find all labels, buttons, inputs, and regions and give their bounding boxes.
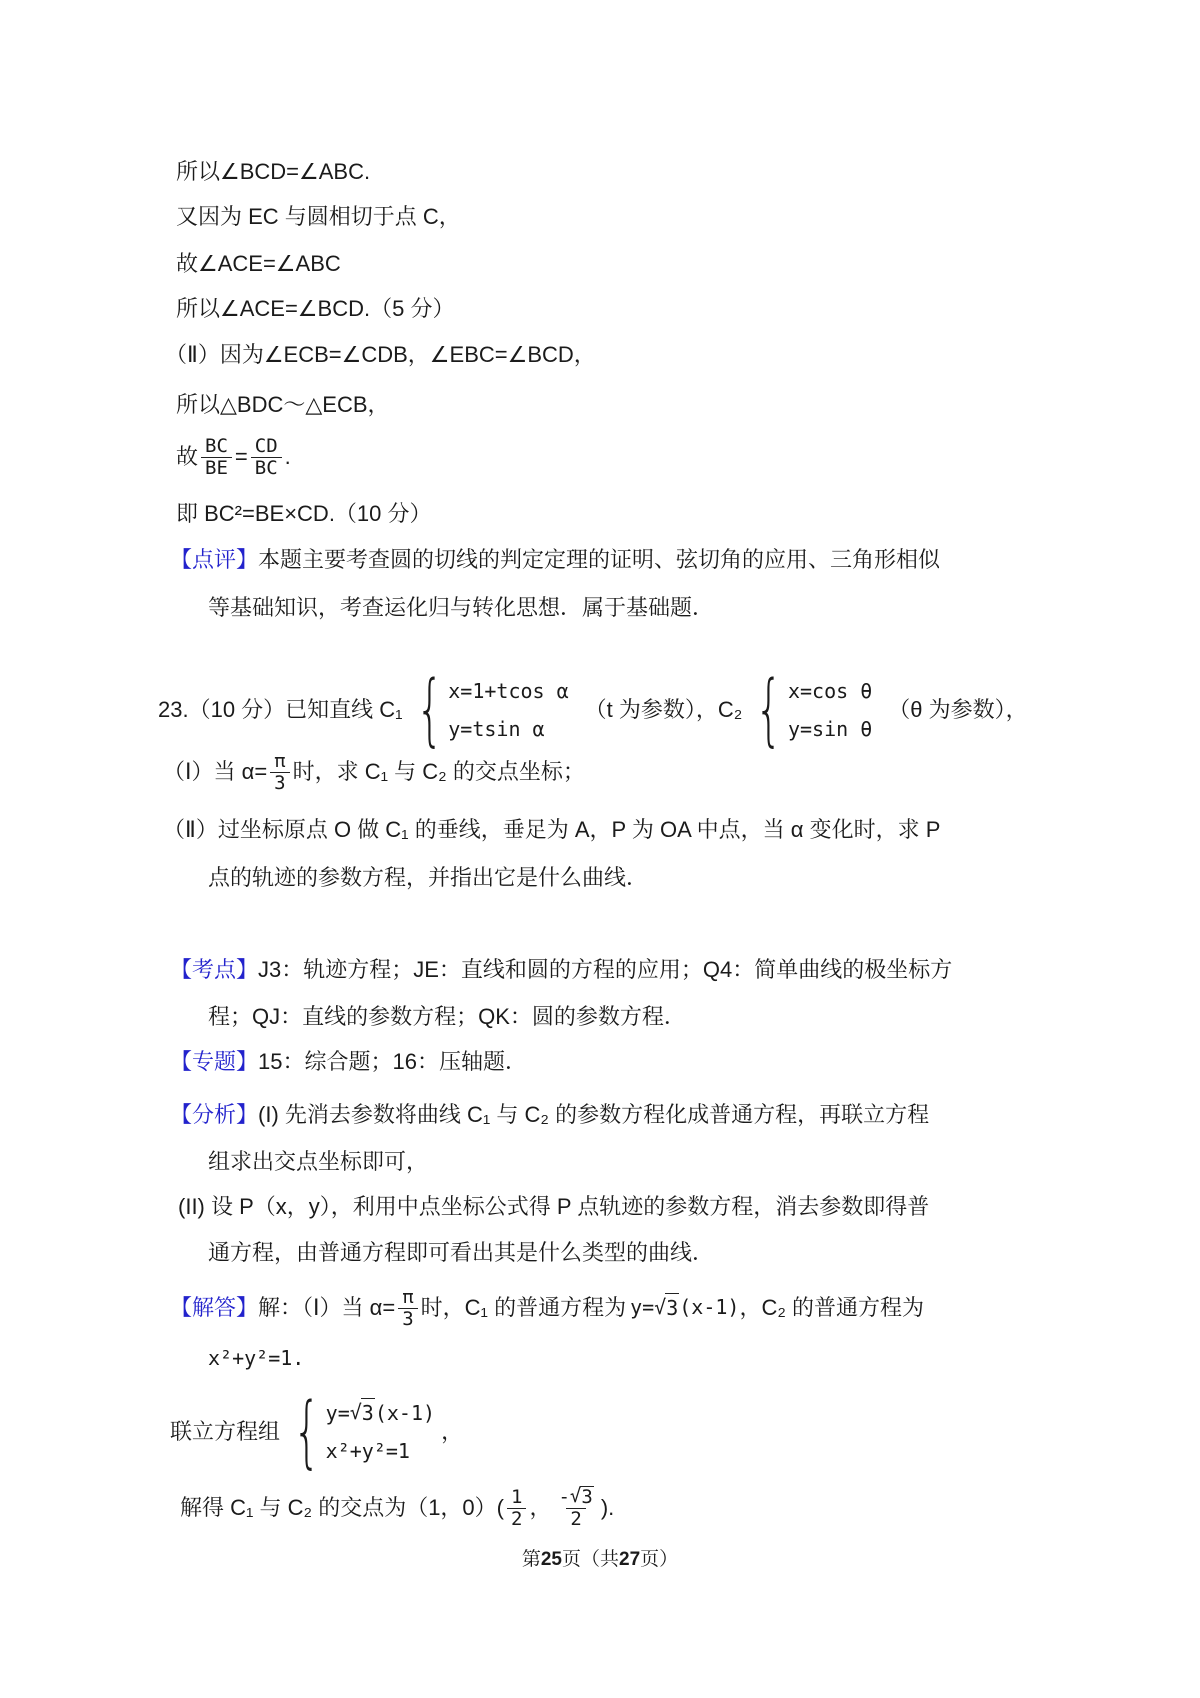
fraction-numerator: π <box>274 749 286 772</box>
radicand: 3 <box>361 1398 375 1428</box>
footer-total-pages: 27 <box>619 1549 641 1570</box>
question-2-line-1: （Ⅱ）过坐标原点 O 做 C₁ 的垂线，垂足为 A，P 为 OA 中点，当 α 变化时，求 P <box>163 817 941 842</box>
page-footer <box>0 1546 1200 1574</box>
proof-ratio-suffix: . <box>284 444 291 470</box>
result-post: ). <box>600 1495 615 1521</box>
fraction-1-2 <box>507 1487 526 1529</box>
kaodian-label: 【考点】 <box>170 957 259 982</box>
c2-parametric-system <box>744 664 873 755</box>
comment-text: 本题主要考查圆的切线的判定定理的证明、弦切角的应用、三角形相似 <box>258 547 941 572</box>
proof-line-6: 所以△BDC～△ECB， <box>176 392 390 417</box>
fraction-numerator <box>554 1486 597 1508</box>
question-1 <box>163 742 585 802</box>
zhuanti-line <box>170 1046 527 1078</box>
jieda-label: 【解答】 <box>170 1295 259 1321</box>
comment-line-2: 等基础知识，考查运化归与转化思想．属于基础题． <box>208 595 715 620</box>
c1-equation-x: x=1+tcos α <box>448 678 569 703</box>
problem-intro: 23.（10 分）已知直线 C₁ <box>158 697 403 723</box>
left-brace: { <box>293 1386 321 1477</box>
fenxi-line-3: (II) 设 P（x，y），利用中点坐标公式得 P 点轨迹的参数方程，消去参数即得普 <box>178 1194 930 1219</box>
question-1-pre: （Ⅰ）当 α= <box>163 759 268 785</box>
footer-page-number: 25 <box>540 1549 562 1570</box>
c2-equation-y: y=sin θ <box>787 716 873 741</box>
c2-equation-x: x=cos θ <box>787 678 873 703</box>
sqrt-3 <box>350 1398 375 1428</box>
proof-line-5: （Ⅱ）因为∠ECB=∠CDB，∠EBC=∠BCD， <box>165 342 596 367</box>
c1-parameter-note: （t 为参数），C₂ <box>584 697 743 723</box>
problem-23-statement <box>158 664 1028 755</box>
fraction-denominator: BC <box>251 457 282 479</box>
question-2-line-2: 点的轨迹的参数方程，并指出它是什么曲线． <box>208 865 649 890</box>
proof-line-4: 所以∠ACE=∠BCD.（5 分） <box>176 296 455 321</box>
sqrt-3 <box>654 1293 679 1323</box>
jieda-pre: 解：（Ⅰ）当 α= <box>258 1295 396 1321</box>
comment-label: 【点评】 <box>170 547 259 572</box>
zhuanti-text: 15：综合题；16：压轴题． <box>258 1049 527 1074</box>
sqrt-3 <box>570 1486 594 1508</box>
fenxi-line-4: 通方程，由普通方程即可看出其是什么类型的曲线． <box>208 1240 715 1265</box>
result-comma: ， <box>529 1495 552 1521</box>
footer-pre: 第 <box>521 1549 541 1570</box>
left-brace: { <box>755 664 783 755</box>
fraction-denominator: 2 <box>507 1508 526 1530</box>
footer-mid: 页（共 <box>561 1549 619 1570</box>
fraction-neg-sqrt3-2 <box>554 1486 597 1529</box>
equation-lhs: y= <box>325 1400 350 1425</box>
radical-sign: √ <box>569 1485 582 1508</box>
result-pre: 解得 C₁ 与 C₂ 的交点为（1，0）( <box>180 1495 504 1521</box>
kaodian-text: J3：轨迹方程；JE：直线和圆的方程的应用；Q4：简单曲线的极坐标方 <box>258 957 953 982</box>
system-of-equations-line <box>170 1386 464 1477</box>
proof-ratio-line <box>176 429 291 485</box>
c2-parameter-note: （θ 为参数）， <box>888 697 1028 723</box>
intersection-result-line <box>180 1480 614 1536</box>
proof-line-2: 又因为 EC 与圆相切于点 C， <box>176 204 461 229</box>
fenxi-line-1 <box>170 1099 929 1131</box>
equation-lhs: y= <box>630 1295 655 1319</box>
fraction-denominator: 2 <box>566 1508 585 1530</box>
fraction-denominator: 3 <box>270 772 289 794</box>
fraction-denominator: BE <box>201 457 232 479</box>
c2-general-equation: x²+y²=1. <box>208 1346 305 1370</box>
equals-sign: = <box>234 444 248 470</box>
question-1-post: 时，求 C₁ 与 C₂ 的交点坐标； <box>292 759 585 785</box>
fraction-denominator: 3 <box>398 1308 417 1330</box>
fraction-pi-3 <box>398 1287 417 1329</box>
zhuanti-label: 【专题】 <box>170 1049 259 1074</box>
comment-line-1 <box>170 544 940 576</box>
equation-system <box>282 1386 436 1477</box>
kaodian-line-1 <box>170 954 952 986</box>
c1-general-equation <box>630 1293 739 1323</box>
jieda-mid: 时，C₁ 的普通方程为 <box>420 1295 627 1321</box>
radicand: 3 <box>665 1293 679 1323</box>
fraction-numerator: 1 <box>511 1485 523 1508</box>
kaodian-line-2: 程；QJ：直线的参数方程；QK：圆的参数方程． <box>208 1004 686 1029</box>
jieda-post: ，C₂ 的普通方程为 <box>739 1295 925 1321</box>
equation-rhs: (x-1) <box>374 1400 436 1425</box>
proof-ratio-prefix: 故 <box>176 444 199 470</box>
system-post: ， <box>441 1419 464 1445</box>
fraction-cd-bc <box>251 436 282 478</box>
fraction-numerator: π <box>402 1285 414 1308</box>
fraction-numerator: CD <box>254 434 278 457</box>
fenxi-line-2: 组求出交点坐标即可， <box>208 1149 429 1174</box>
proof-line-8: 即 BC²=BE×CD.（10 分） <box>176 501 432 526</box>
minus-sign: - <box>558 1486 570 1509</box>
fraction-bc-be <box>201 436 232 478</box>
fenxi-label: 【分析】 <box>170 1102 259 1127</box>
left-brace: { <box>415 664 444 755</box>
system-equation-2: x²+y²=1 <box>325 1439 410 1463</box>
jieda-line-1 <box>170 1278 924 1338</box>
footer-post: 页） <box>640 1549 679 1570</box>
c1-parametric-system <box>405 664 569 755</box>
equation-rhs: (x-1) <box>679 1295 740 1319</box>
fraction-pi-3 <box>270 751 289 793</box>
fenxi-text: (I) 先消去参数将曲线 C₁ 与 C₂ 的参数方程化成普通方程，再联立方程 <box>258 1102 930 1127</box>
radicand: 3 <box>581 1486 593 1509</box>
system-equation-1 <box>326 1398 435 1428</box>
proof-line-1: 所以∠BCD=∠ABC. <box>176 159 371 184</box>
fraction-numerator: BC <box>205 434 228 457</box>
proof-line-3: 故∠ACE=∠ABC <box>176 251 341 276</box>
system-pre: 联立方程组 <box>170 1419 281 1445</box>
c1-equation-y: y=tsin α <box>448 716 545 741</box>
radical-sign: √ <box>349 1400 362 1424</box>
radical-sign: √ <box>654 1295 667 1319</box>
